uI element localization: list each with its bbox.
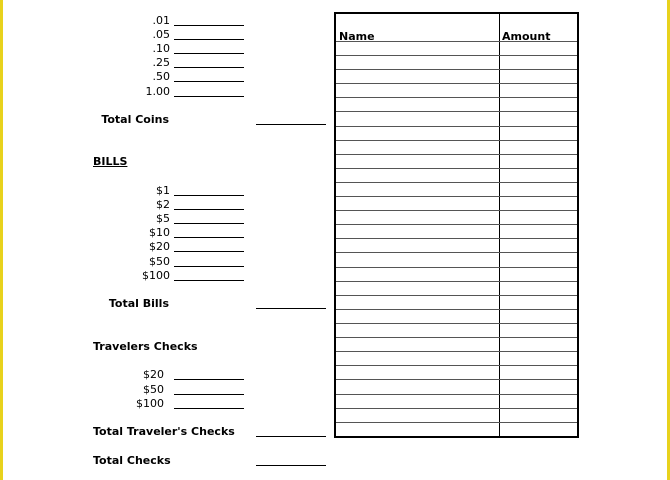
ledger-row-line — [336, 83, 577, 84]
ledger-row-line — [336, 309, 577, 310]
travelers-check-denomination: $50 — [143, 383, 164, 396]
bill-denomination: $1 — [156, 184, 170, 197]
coin-denomination: .05 — [152, 28, 170, 41]
bill-amount-field[interactable] — [174, 237, 244, 238]
bill-amount-field[interactable] — [174, 223, 244, 224]
ledger-row-line — [336, 295, 577, 296]
ledger-row-line — [336, 267, 577, 268]
travelers-check-denomination: $100 — [136, 397, 164, 410]
total-bills-field[interactable] — [256, 308, 326, 309]
total-bills-label: Total Bills — [108, 297, 169, 310]
travelers-check-amount-field[interactable] — [174, 394, 244, 395]
coin-denomination: .50 — [152, 70, 170, 83]
ledger-row-line — [336, 422, 577, 423]
coin-amount-field[interactable] — [174, 25, 244, 26]
ledger-row-line — [336, 351, 577, 352]
bill-amount-field[interactable] — [174, 266, 244, 267]
bill-amount-field[interactable] — [174, 251, 244, 252]
coin-denomination: 1.00 — [145, 85, 170, 98]
ledger-row-line — [336, 154, 577, 155]
coin-denomination: .10 — [152, 42, 170, 55]
ledger-row-line — [336, 126, 577, 127]
bill-denomination: $100 — [142, 269, 170, 282]
total-checks-field[interactable] — [256, 465, 326, 466]
bill-denomination: $20 — [149, 240, 170, 253]
bill-amount-field[interactable] — [174, 209, 244, 210]
ledger-row-line — [336, 323, 577, 324]
ledger-row-line — [336, 210, 577, 211]
ledger-row-line — [336, 408, 577, 409]
travelers-checks-heading: Travelers Checks — [93, 340, 198, 353]
bill-amount-field[interactable] — [174, 195, 244, 196]
total-coins-field[interactable] — [256, 124, 326, 125]
ledger-row-line — [336, 41, 577, 42]
coin-amount-field[interactable] — [174, 81, 244, 82]
bill-denomination: $5 — [156, 212, 170, 225]
coin-denomination: .25 — [152, 56, 170, 69]
bill-denomination: $50 — [149, 255, 170, 268]
ledger-row-line — [336, 168, 577, 169]
total-checks-label: Total Checks — [93, 454, 171, 467]
ledger-row-line — [336, 111, 577, 112]
ledger-row-line — [336, 196, 577, 197]
total-coins-label: Total Coins — [101, 113, 169, 126]
ledger-row-line — [336, 281, 577, 282]
coin-amount-field[interactable] — [174, 39, 244, 40]
bill-denomination: $10 — [149, 226, 170, 239]
coin-amount-field[interactable] — [174, 96, 244, 97]
bill-denomination: $2 — [156, 198, 170, 211]
ledger-row-line — [336, 379, 577, 380]
ledger-row-line — [336, 97, 577, 98]
bill-amount-field[interactable] — [174, 280, 244, 281]
coin-amount-field[interactable] — [174, 67, 244, 68]
ledger-row-line — [336, 394, 577, 395]
column-divider — [499, 14, 500, 436]
ledger-row-line — [336, 182, 577, 183]
bills-heading: BILLS — [93, 155, 128, 168]
checks-ledger-table — [334, 12, 579, 438]
ledger-row-line — [336, 252, 577, 253]
amount-column-header: Amount — [502, 30, 551, 43]
ledger-row-line — [336, 69, 577, 70]
coin-denomination: .01 — [152, 14, 170, 27]
ledger-row-line — [336, 365, 577, 366]
ledger-row-line — [336, 224, 577, 225]
name-column-header: Name — [339, 30, 375, 43]
coin-amount-field[interactable] — [174, 53, 244, 54]
total-travelers-checks-field[interactable] — [256, 436, 326, 437]
ledger-row-line — [336, 55, 577, 56]
ledger-row-line — [336, 238, 577, 239]
ledger-row-line — [336, 337, 577, 338]
travelers-check-amount-field[interactable] — [174, 408, 244, 409]
ledger-row-line — [336, 140, 577, 141]
travelers-check-denomination: $20 — [143, 368, 164, 381]
travelers-check-amount-field[interactable] — [174, 379, 244, 380]
total-travelers-checks-label: Total Traveler's Checks — [93, 425, 235, 438]
